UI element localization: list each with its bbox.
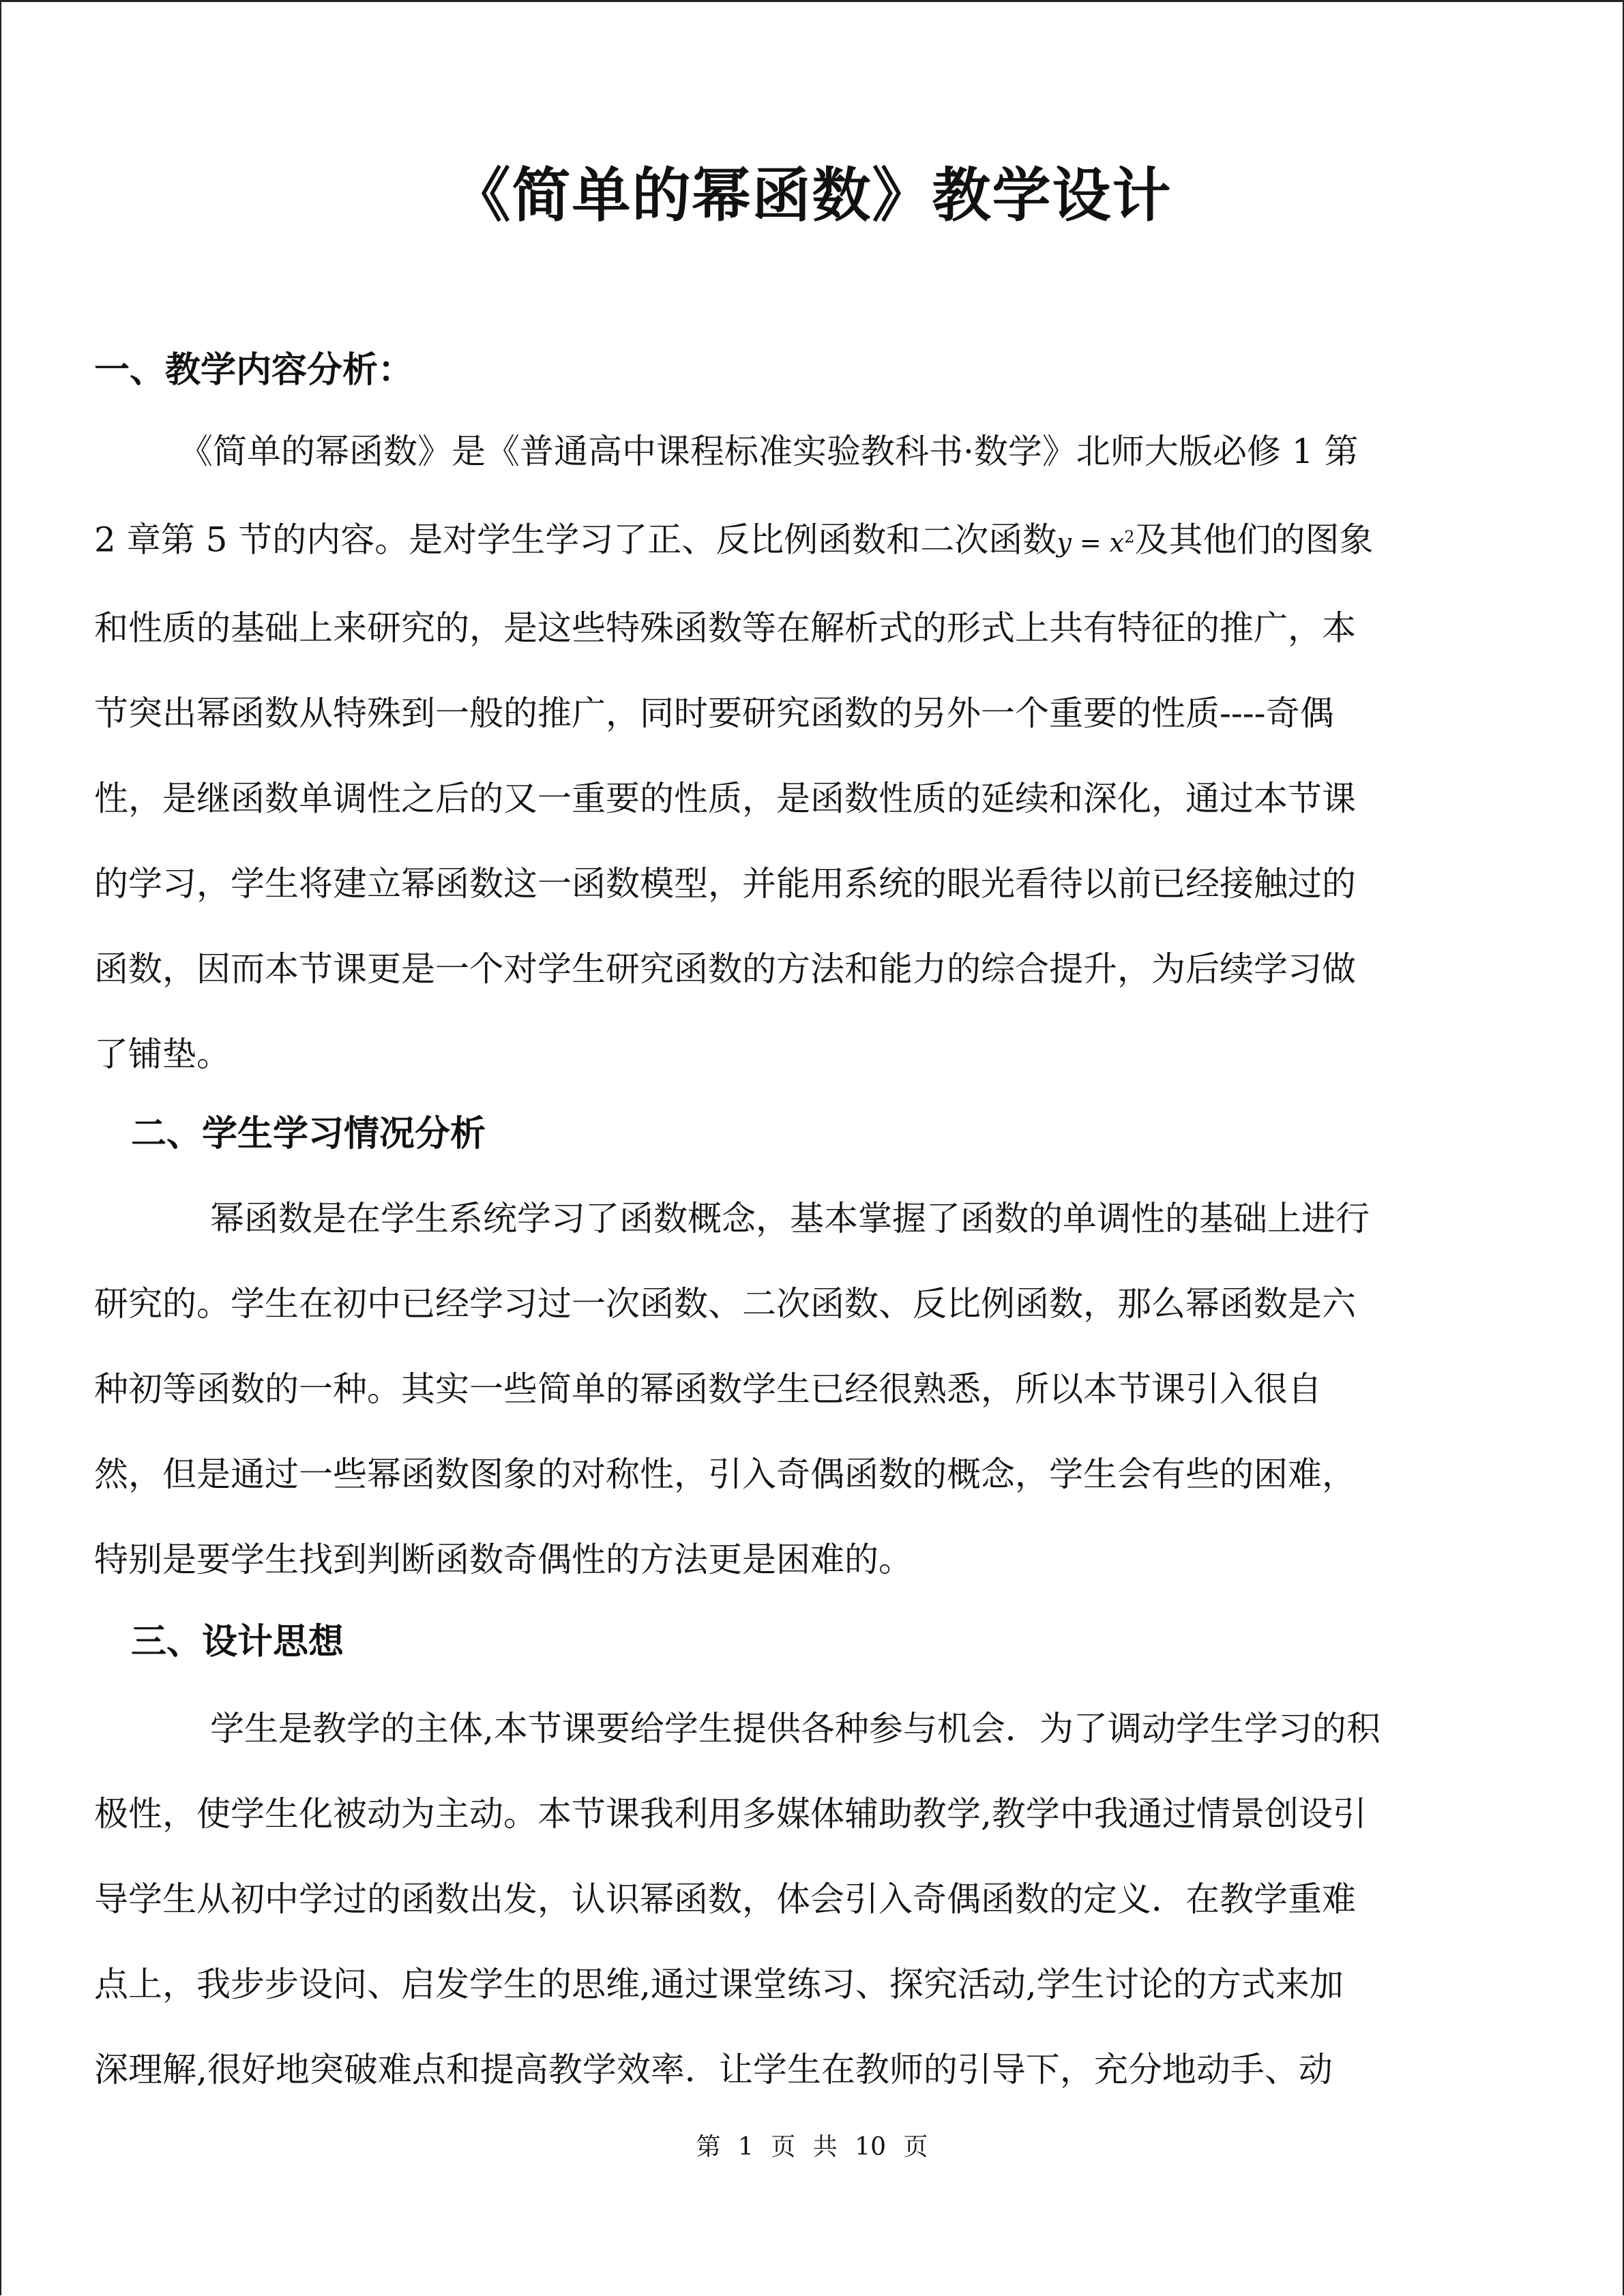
formula-exponent: 2 xyxy=(1124,527,1135,546)
paragraph-line: 了铺垫。 xyxy=(94,1034,231,1074)
paragraph-line-with-formula xyxy=(94,494,1533,586)
section-heading-content-analysis: 一、教学内容分析： xyxy=(94,350,414,391)
paragraph-line: 深理解,很好地突破难点和提高教学效率．让学生在教师的引导下，充分地动手、动 xyxy=(94,2050,1333,2089)
paragraph-line: 特别是要学生找到判断函数奇偶性的方法更是困难的。 xyxy=(94,1540,913,1579)
page-footer: 第 1 页 共 10 页 xyxy=(696,2133,928,2161)
paragraph-line: 学生是教学的主体,本节课要给学生提供各种参与机会．为了调动学生学习的积 xyxy=(210,1709,1381,1748)
section-heading-design-idea: 三、设计思想 xyxy=(131,1622,344,1663)
paragraph-line-text: 2 章第 5 节的内容。是对学生学习了正、反比例函数和二次函数 xyxy=(94,520,1057,560)
document-title: 《简单的幂函数》教学设计 xyxy=(452,162,1172,230)
paragraph-line: 函数，因而本节课更是一个对学生研究函数的方法和能力的综合提升，为后续学习做 xyxy=(94,949,1356,989)
section-paragraph-design-idea xyxy=(94,1686,1533,2113)
section-paragraph-student-analysis xyxy=(94,1176,1533,1602)
paragraph-line: 极性，使学生化被动为主动。本节课我利用多媒体辅助教学,教学中我通过情景创设引 xyxy=(94,1794,1367,1834)
section-paragraph-content-analysis xyxy=(94,409,1533,1097)
paragraph-line: 种初等函数的一种。其实一些简单的幂函数学生已经很熟悉，所以本节课引入很自 xyxy=(94,1369,1322,1409)
paragraph-line: 的学习，学生将建立幂函数这一函数模型，并能用系统的眼光看待以前已经接触过的 xyxy=(94,863,1356,904)
paragraph-line: 研究的。学生在初中已经学习过一次函数、二次函数、反比例函数，那么幂函数是六 xyxy=(94,1284,1356,1324)
section-heading-student-analysis: 二、学生学习情况分析 xyxy=(131,1114,486,1154)
paragraph-line: 和性质的基础上来研究的，是这些特殊函数等在解析式的形式上共有特征的推广，本 xyxy=(94,608,1356,648)
paragraph-line: 点上，我步步设问、启发学生的思维,通过课堂练习、探究活动,学生讨论的方式来加 xyxy=(94,1965,1344,2004)
formula-y-equals-x-squared: $y = x^2$ xyxy=(1057,527,1135,558)
paragraph-line-tail: 及其他们的图象 xyxy=(1134,520,1374,560)
paragraph-line: 然，但是通过一些幂函数图象的对称性，引入奇偶函数的概念，学生会有些的困难， xyxy=(94,1455,1356,1494)
paragraph-line: 性，是继函数单调性之后的又一重要的性质，是函数性质的延续和深化，通过本节课 xyxy=(94,778,1356,818)
paragraph-line: 节突出幂函数从特殊到一般的推广，同时要研究函数的另外一个重要的性质----奇偶 xyxy=(94,693,1334,733)
paragraph-line: 《简单的幂函数》是《普通高中课程标准实验教科书·数学》北师大版必修 1 第 xyxy=(179,432,1359,471)
paragraph-line: 幂函数是在学生系统学习了函数概念，基本掌握了函数的单调性的基础上进行 xyxy=(210,1199,1370,1238)
paragraph-line: 导学生从初中学过的函数出发，认识幂函数，体会引入奇偶函数的定义．在教学重难 xyxy=(94,1879,1356,1919)
